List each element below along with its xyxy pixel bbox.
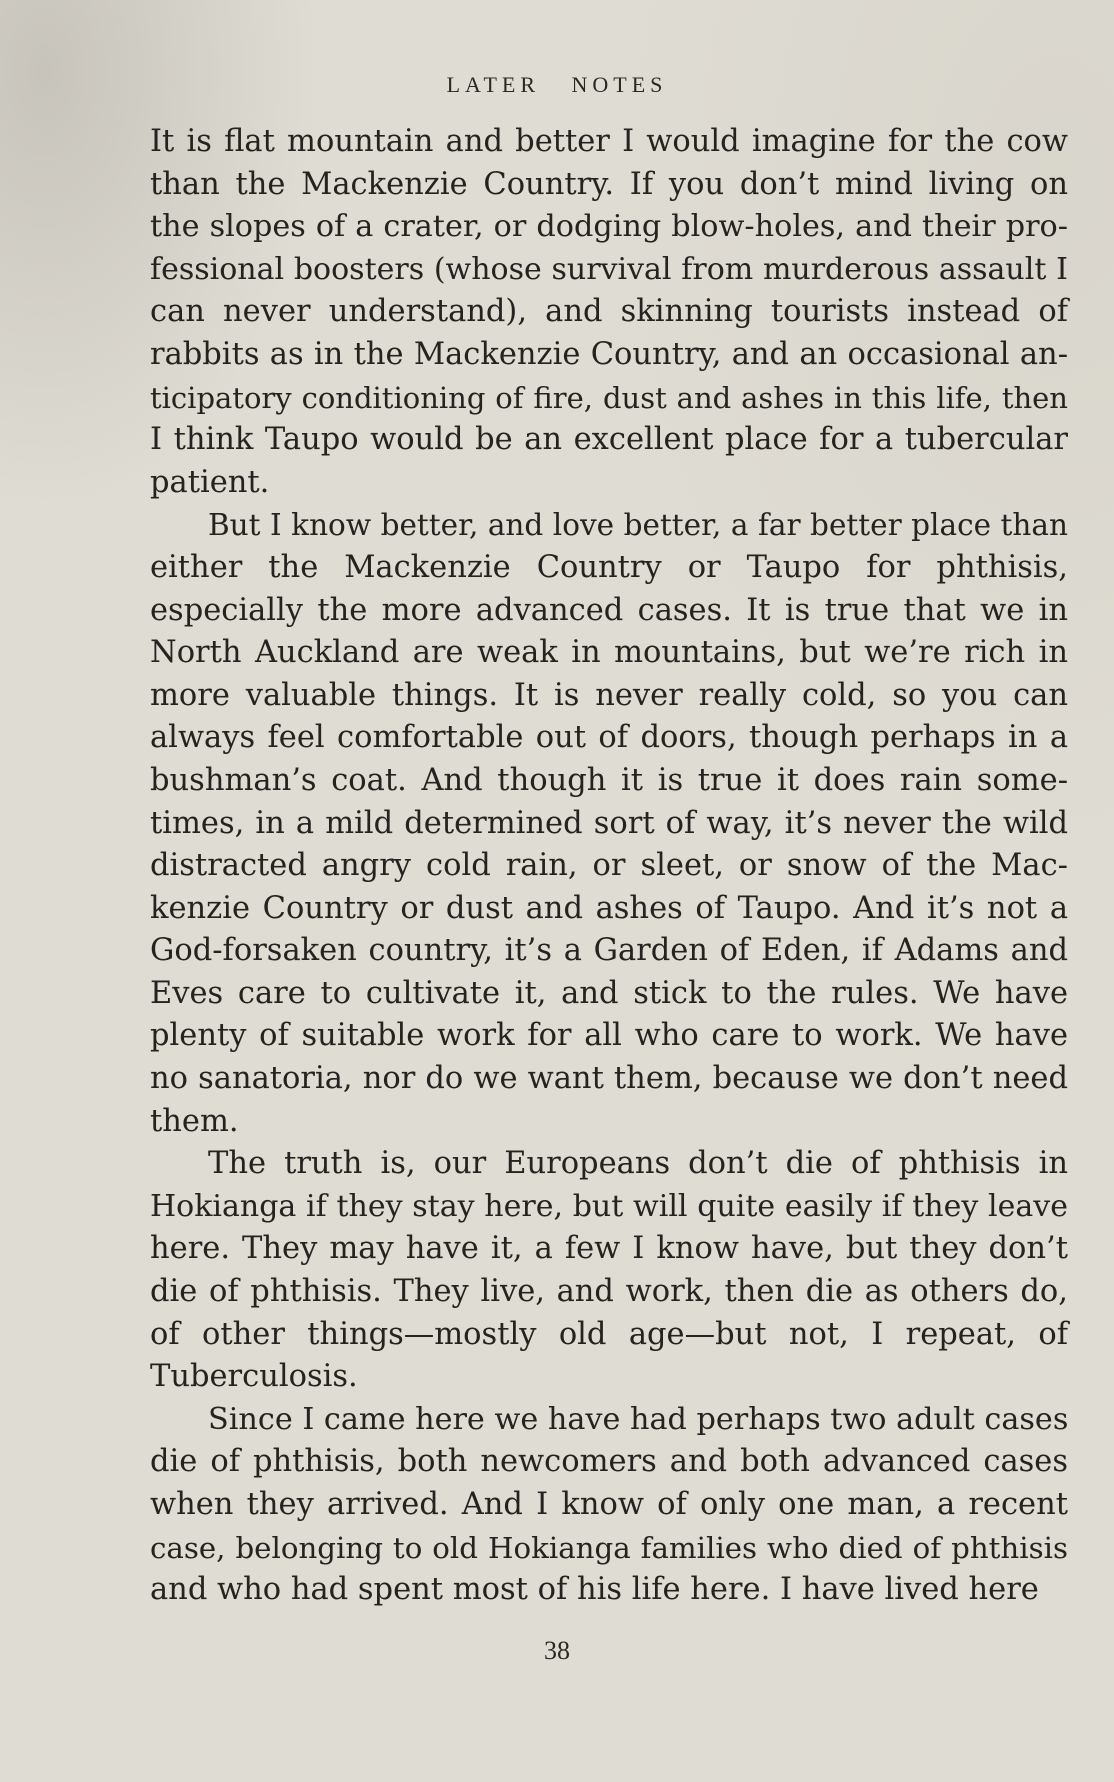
- text-line: fessional boosters (whose survival from murderous assault I: [150, 251, 1068, 287]
- text-line: die of phthisis. They live, and work, then die as others do,: [150, 1274, 1068, 1310]
- paragraph: [150, 1399, 1068, 1612]
- text-line: Eves care to cultivate it, and stick to the rules. We have: [150, 975, 1068, 1011]
- text-line: bushman’s coat. And though it is true it does rain some-: [150, 762, 1068, 798]
- text-line: The truth is, our Europeans don’t die of phthisis in: [208, 1146, 1068, 1182]
- text-line: distracted angry cold rain, or sleet, or snow of the Mac-: [150, 848, 1068, 884]
- text-line: and who had spent most of his life here. I have lived here: [150, 1572, 1039, 1608]
- text-line: ticipatory conditioning of fire, dust and ashes in this life, then: [150, 380, 1068, 415]
- paragraph: [150, 504, 1068, 1143]
- text-line: God-forsaken country, it’s a Garden of Eden, if Adams and: [150, 933, 1068, 969]
- text-line: I think Taupo would be an excellent place for a tubercular: [150, 422, 1068, 458]
- text-line: them.: [150, 1103, 239, 1139]
- text-line: more valuable things. It is never really cold, so you can: [150, 677, 1068, 713]
- text-line: die of phthisis, both newcomers and both advanced cases: [150, 1444, 1068, 1480]
- text-line: times, in a mild determined sort of way, it’s never the wild: [150, 805, 1068, 841]
- text-line: can never understand), and skinning tourists instead of: [150, 294, 1068, 330]
- text-line: of other things—mostly old age—but not, I repeat, of: [150, 1316, 1068, 1352]
- text-line: no sanatoria, nor do we want them, because we don’t need: [150, 1061, 1068, 1097]
- page-number: 38: [544, 1636, 570, 1665]
- text-line: rabbits as in the Mackenzie Country, and an occasional an-: [150, 336, 1068, 372]
- text-line: plenty of suitable work for all who care to work. We have: [150, 1018, 1068, 1054]
- body-text: [150, 121, 1068, 1612]
- paragraph: [150, 121, 1068, 504]
- text-line: Tuberculosis.: [150, 1359, 358, 1395]
- text-line: North Auckland are weak in mountains, but we’re rich in: [150, 635, 1068, 671]
- text-line: than the Mackenzie Country. If you don’t mind living on: [150, 166, 1068, 202]
- text-line: Since I came here we have had perhaps two adult cases: [208, 1401, 1069, 1437]
- text-line: especially the more advanced cases. It is true that we in: [150, 592, 1068, 628]
- text-line: the slopes of a crater, or dodging blow-holes, and their pro-: [150, 209, 1068, 245]
- text-line: when they arrived. And I know of only one man, a recent: [150, 1487, 1068, 1522]
- text-line: Hokianga if they stay here, but will quite easily if they leave: [150, 1188, 1068, 1224]
- text-line: case, belonging to old Hokianga families who died of phthisis: [150, 1530, 1068, 1565]
- paragraph: [150, 1143, 1068, 1399]
- text-line: patient.: [150, 464, 270, 500]
- text-line: always feel comfortable out of doors, though perhaps in a: [150, 720, 1068, 756]
- text-line: But I know better, and love better, a far better place than: [208, 508, 1068, 543]
- text-line: kenzie Country or dust and ashes of Taupo. And it’s not a: [150, 890, 1068, 926]
- running-head: LATER NOTES: [446, 72, 668, 97]
- text-line: It is flat mountain and better I would imagine for the cow: [150, 124, 1068, 159]
- text-line: here. They may have it, a few I know have, but they don’t: [150, 1231, 1068, 1267]
- text-line: either the Mackenzie Country or Taupo for phthisis,: [150, 549, 1068, 585]
